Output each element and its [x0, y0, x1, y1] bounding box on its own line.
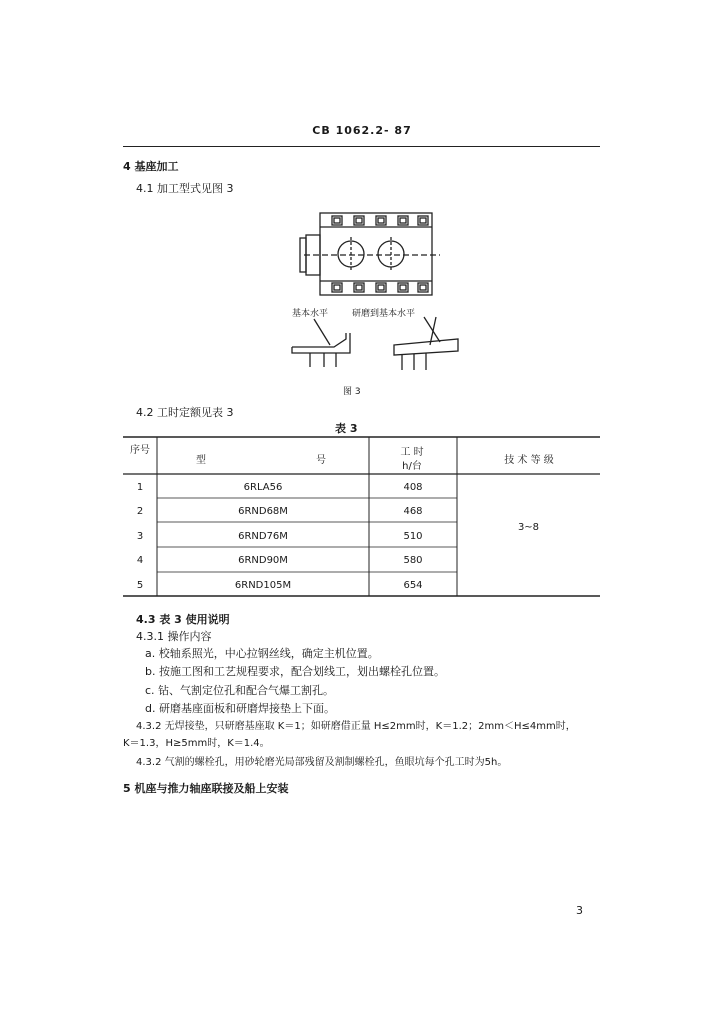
section-4-title: 4 基座加工	[123, 160, 179, 173]
table-caption: 表 3	[335, 422, 358, 435]
row-4-hours: 580	[403, 555, 423, 566]
header-grade: 技 术 等 级	[504, 455, 554, 466]
note-b: b. 按施工图和工艺规程要求，配合划线工，划出螺栓孔位置。	[145, 665, 445, 678]
row-5-seq: 5	[136, 580, 144, 591]
section-4-3-1: 4.3.1 操作内容	[136, 630, 212, 643]
row-2-model: 6RND68M	[238, 506, 288, 517]
section-4-3-2-line1: 4.3.2 无焊接垫，只研磨基座取 K＝1；如研磨借正量 H≤2mm时，K＝1.2；2mm＜H≤4mm时，	[136, 721, 576, 732]
page-number: 3	[576, 904, 583, 917]
row-3-hours: 510	[403, 531, 423, 542]
header-model-left: 型	[196, 455, 206, 466]
section-4-3-2b: 4.3.2 气割的螺栓孔，用砂轮磨光局部残留及割制螺栓孔，鱼眼坑每个孔工时为5h。	[136, 757, 508, 768]
header-rule	[123, 146, 600, 147]
row-4-seq: 4	[136, 555, 144, 566]
section-4-3-2-line2: K＝1.3，H≥5mm时，K＝1.4。	[123, 738, 270, 749]
row-1-seq: 1	[136, 482, 144, 493]
figure-3	[290, 205, 470, 385]
row-3-model: 6RND76M	[238, 531, 288, 542]
document-code: CB 1062.2- 87	[312, 124, 412, 137]
header-hours: 工 时	[400, 447, 424, 458]
row-5-hours: 654	[403, 580, 423, 591]
row-5-model: 6RND105M	[234, 580, 292, 591]
header-hours-unit: h/台	[402, 461, 422, 472]
section-5-title: 5 机座与推力轴座联接及船上安装	[123, 782, 289, 795]
row-3-seq: 3	[136, 531, 144, 542]
row-2-hours: 468	[403, 506, 423, 517]
header-seq: 序号	[130, 445, 150, 456]
section-4-2: 4.2 工时定额见表 3	[136, 406, 234, 419]
note-c: c. 钻、气割定位孔和配合气爆工割孔。	[145, 684, 335, 697]
level-detail-drawings	[292, 317, 458, 370]
section-4-3: 4.3 表 3 使用说明	[136, 613, 230, 626]
grade-value: 3~8	[517, 522, 540, 533]
row-1-model: 6RLA56	[243, 482, 283, 493]
figure-label-right: 研磨到基本水平	[352, 309, 416, 319]
row-4-model: 6RND90M	[238, 555, 288, 566]
row-1-hours: 408	[403, 482, 423, 493]
note-d: d. 研磨基座面板和研磨焊接垫上下面。	[145, 702, 335, 715]
row-2-seq: 2	[136, 506, 144, 517]
figure-label-left: 基本水平	[292, 309, 329, 319]
base-plan-drawing	[300, 213, 440, 295]
header-model-right: 号	[316, 455, 326, 466]
figure-caption: 图 3	[343, 387, 361, 397]
note-a: a. 校轴系照光，中心拉钢丝线，确定主机位置。	[145, 647, 379, 660]
section-4-1: 4.1 加工型式见图 3	[136, 182, 234, 195]
